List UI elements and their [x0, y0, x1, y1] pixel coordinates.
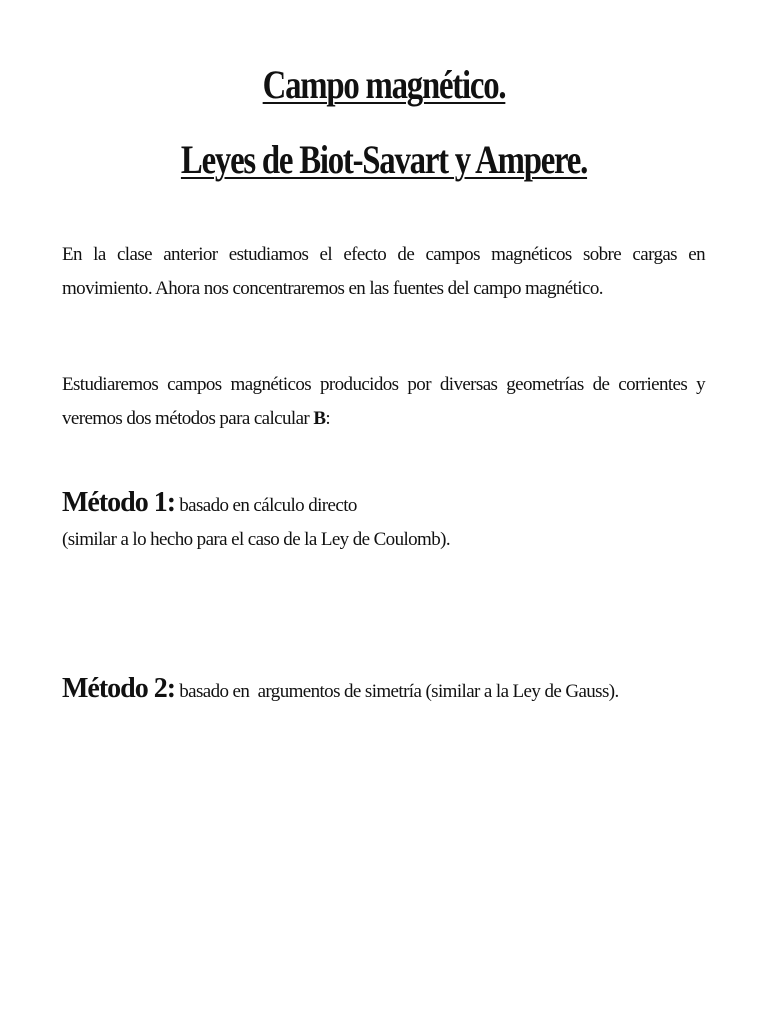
- title-line-1-text: Campo magnético.: [262, 62, 506, 107]
- method-2: [62, 672, 722, 709]
- method-1-note: (similar a lo hecho para el caso de la Ley de Coulomb).: [62, 529, 451, 550]
- intro-paragraph: En la clase anterior estudiamos el efecto de campos magnéticos sobre cargas en movimiento. Ahora nos concentraremos en las fuentes del campo magnético.: [62, 244, 705, 299]
- b-symbol: B: [313, 408, 326, 429]
- method-1-label: Método 1:: [62, 487, 176, 518]
- method-1: [62, 486, 722, 557]
- title-line-2-text: Leyes de Biot-Savart y Ampere.: [180, 137, 588, 182]
- title-line-2: [69, 137, 699, 183]
- method-2-label: Método 2:: [62, 673, 176, 704]
- method-2-text: basado en argumentos de simetría (similar a la Ley de Gauss).: [175, 681, 619, 702]
- methods-intro-paragraph: [62, 368, 705, 436]
- method-1-text: basado en cálculo directo: [175, 495, 357, 516]
- methods-intro-text: Estudiaremos campos magnéticos producidos por diversas geometrías de corrientes y veremos dos métodos para calcular: [62, 374, 705, 429]
- title-line-1: [69, 62, 699, 108]
- methods-intro-colon: :: [325, 408, 331, 429]
